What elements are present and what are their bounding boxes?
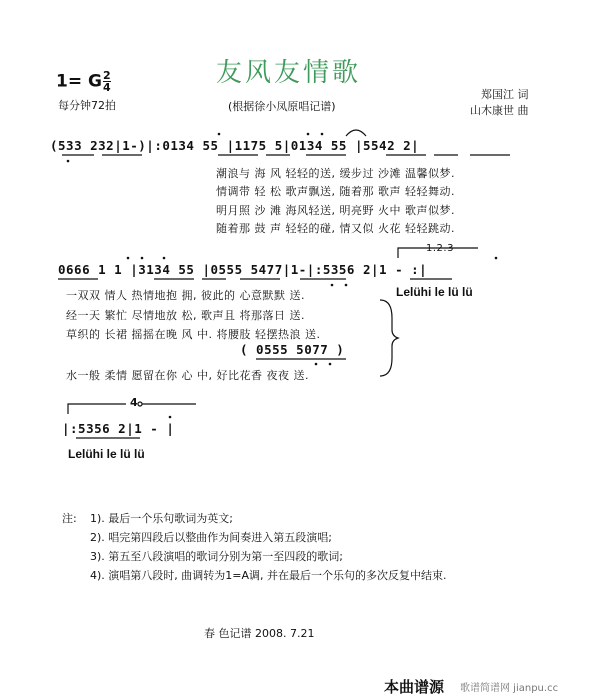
octave-dot xyxy=(218,133,221,136)
source-note: (根据徐小凤原唱记谱) xyxy=(228,100,336,113)
footnote-2: 2). 唱完第四段后以整曲作为间奏进入第五段演唱; xyxy=(90,531,332,544)
octave-dot xyxy=(331,284,334,287)
row2-lyric-line-3: 草织的 长裙 摇摇在晚 风 中. 将腰肢 轻摆热浪 送. xyxy=(66,328,321,341)
footnote-4: 4). 演唱第八段时, 曲调转为1=A调, 并在最后一个乐句的多次反复中结束. xyxy=(90,569,447,582)
row1-lyric-line-4: 随着那 鼓 声 轻轻的碰, 情又似 火花 轻轻跳动. xyxy=(216,222,455,235)
octave-dot xyxy=(163,257,166,260)
row2-lyric-line-2: 经一天 繁忙 尽情地放 松, 歌声且 将那落日 送. xyxy=(66,309,305,322)
octave-dot xyxy=(315,363,318,366)
song-title: 友风友情歌 xyxy=(216,58,362,88)
footnote-3: 3). 第五至八段演唱的歌词分别为第一至四段的歌词; xyxy=(90,550,343,563)
score-row-3-notes: |:5356 2|1 - | xyxy=(62,421,175,436)
slur-mark xyxy=(346,130,366,136)
row1-lyric-line-2: 情调带 轻 松 歌声飘送, 随着那 歌声 轻轻舞动. xyxy=(216,185,455,198)
tempo-marking: 每分钟72拍 xyxy=(58,99,116,112)
octave-dot xyxy=(321,133,324,136)
octave-dot xyxy=(127,257,130,260)
volta-bracket-1 xyxy=(398,248,478,258)
key-prefix: 1= G xyxy=(56,71,102,92)
composer-credit: 山木康世 曲 xyxy=(470,104,529,117)
row3-english-lyric: Lelühi le lü lü xyxy=(68,447,145,461)
octave-dot xyxy=(169,416,172,419)
octave-dot xyxy=(141,257,144,260)
footer-brand: 本曲谱源 xyxy=(384,678,445,696)
volta-bracket-2 xyxy=(68,404,126,414)
time-bottom: 4 xyxy=(102,81,111,94)
volta-circle xyxy=(138,402,142,406)
row2-english-lyric: Lelühi le lü lü xyxy=(396,285,473,299)
lyricist-credit: 郑国江 词 xyxy=(481,88,529,101)
volta-bracket-1-label: 1.2.3 xyxy=(426,243,454,254)
volta-bracket-2-label: 4 xyxy=(130,396,139,409)
lyric-brace xyxy=(380,300,398,376)
score-row-1-notes: (533 232|1-)|:0134 55 |1175 5|0134 55 |5542 2| xyxy=(50,138,420,153)
row2-lyric-line-4: 水一般 柔情 愿留在你 心 中, 好比花香 夜夜 送. xyxy=(66,369,309,382)
row2-lyric-line-1: 一双双 情人 热情地抱 拥, 彼此的 心意默默 送. xyxy=(66,289,305,302)
octave-dot xyxy=(67,160,70,163)
score-row-2-notes: 0666 1 1 |3134 55 |0555 5477|1-|:5356 2|1 - :| xyxy=(58,262,428,277)
footnote-1: 1). 最后一个乐句歌词为英文; xyxy=(90,512,233,525)
footer-site: 歌谱简谱网 jianpu.cc xyxy=(460,683,559,694)
row2-alt-notes: ( 0555 5077 ) xyxy=(240,342,345,357)
octave-dot xyxy=(495,257,498,260)
row1-lyric-line-1: 潮浪与 海 风 轻轻的送, 缓步过 沙滩 温馨似梦. xyxy=(216,167,455,180)
transcriber-signature: 春 色记谱 2008. 7.21 xyxy=(204,627,315,640)
time-top: 2 xyxy=(102,69,111,82)
footnote-label: 注: xyxy=(62,512,77,525)
row1-lyric-line-3: 明月照 沙 滩 海风轻送, 明亮野 火中 歌声似梦. xyxy=(216,204,455,217)
octave-dot xyxy=(345,284,348,287)
octave-dot xyxy=(307,133,310,136)
octave-dot xyxy=(329,363,332,366)
